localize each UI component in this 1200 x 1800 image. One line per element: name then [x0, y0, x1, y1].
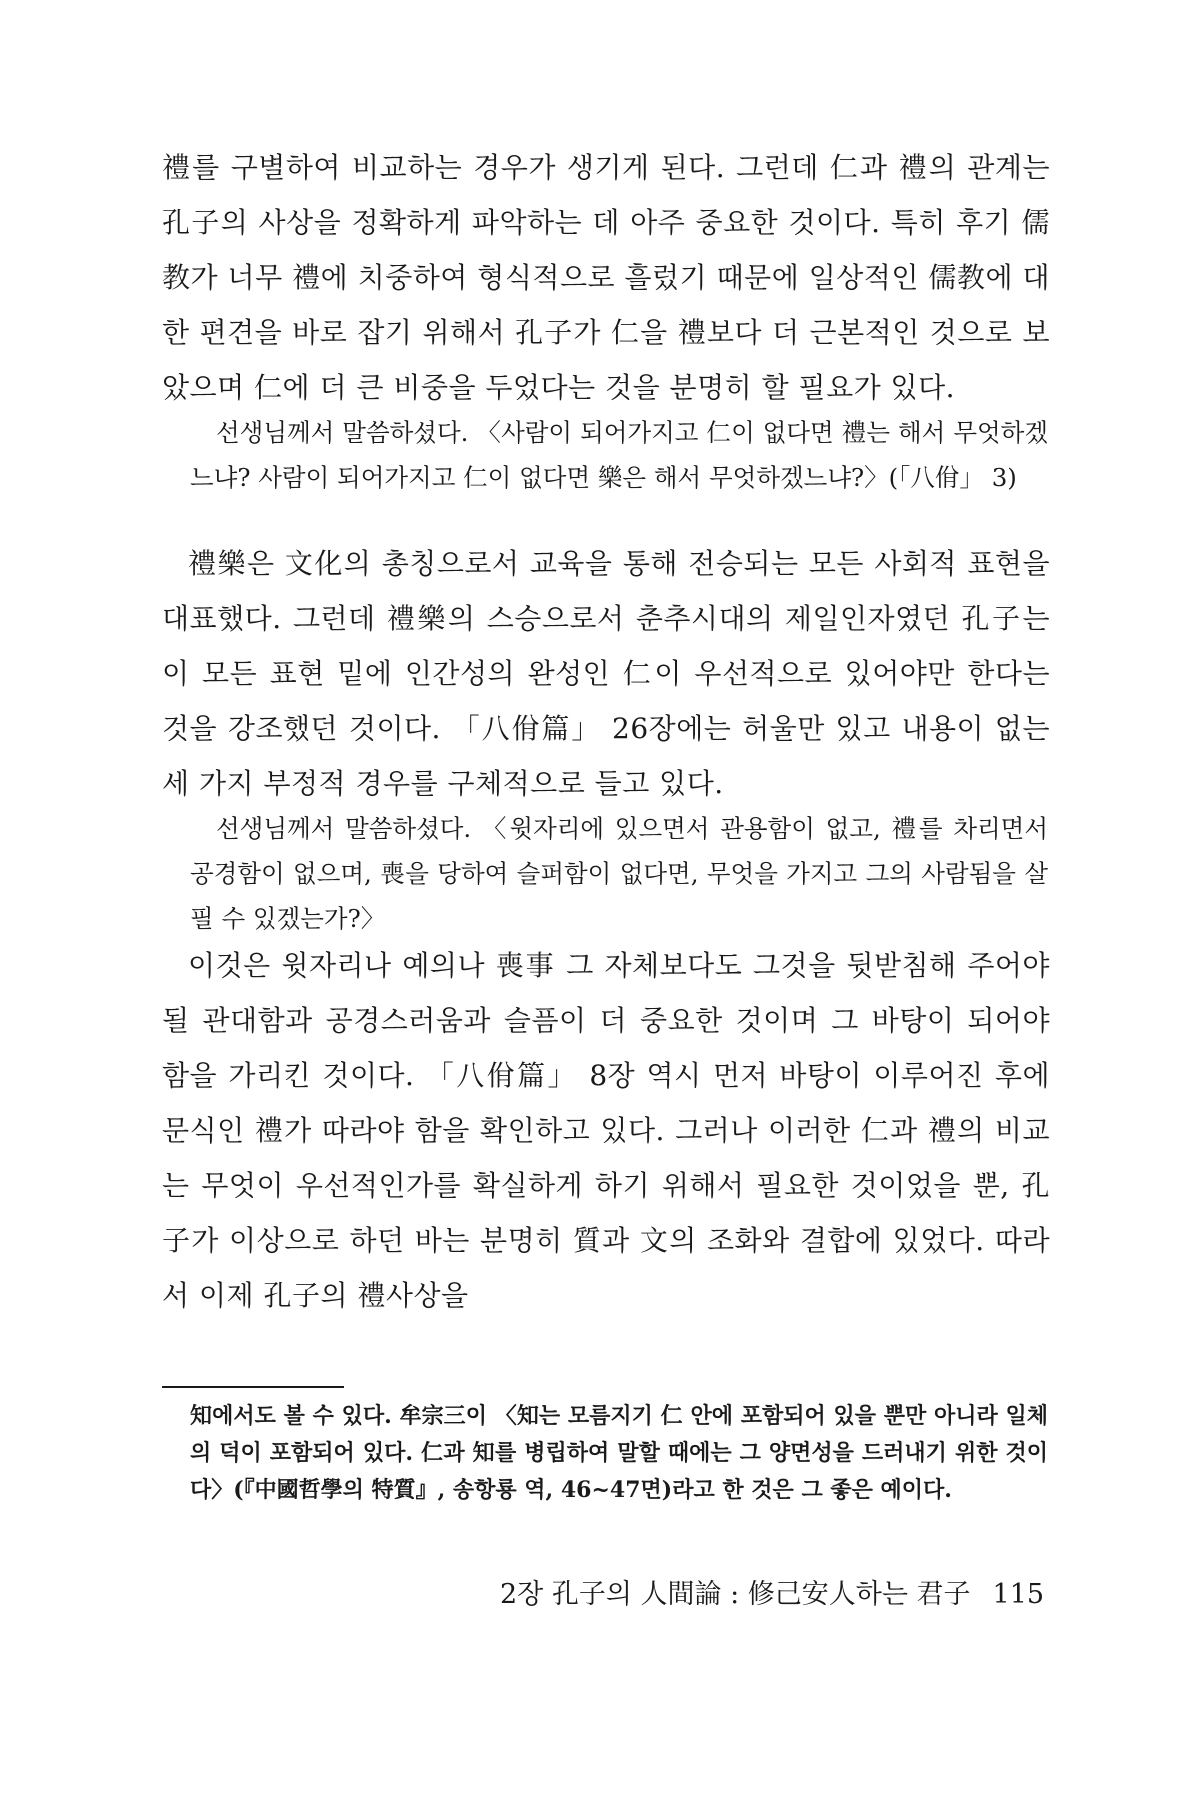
body-paragraph-3: 이것은 윗자리나 예의나 喪事 그 자체보다도 그것을 뒷받침해 주어야 될 관대함과 공경스러움과 슬픔이 더 중요한 것이며 그 바탕이 되어야 함을 가리킨 것이다. 「八佾篇」 8장 역시 먼저 바탕이 이루어진 후에 문식인 禮가 따라야 함을 확인하고 있다. 그러나 이러한 仁과 禮의 비교는 무엇이 우선적인가를 확실하게 하기 위해서 필요한 것이었을 뿐, 孔子가 이상으로 하던 바는 분명히 質과 文의 조화와 결합에 있었다. 따라서 이제 孔子의 禮사상을: [162, 949, 1050, 1312]
page-footer: [500, 1577, 1045, 1613]
block-quote-1: 선생님께서 말씀하셨다. 〈사람이 되어가지고 仁이 없다면 禮는 해서 무엇하겠느냐? 사람이 되어가지고 仁이 없다면 樂은 해서 무엇하겠느냐?〉(「八佾」 3): [190, 418, 1048, 492]
footnote-text: 知에서도 볼 수 있다. 牟宗三이 〈知는 모름지기 仁 안에 포함되어 있을 뿐만 아니라 일체의 덕이 포함되어 있다. 仁과 知를 병립하여 말할 때에는 그 양면성을 드러내기 위한 것이다〉(『中國哲學의 特質』, 송항룡 역, 46~47면)라고 한 것은 그 좋은 예이다.: [190, 1403, 1048, 1503]
running-footer-title: 2장 孔子의 人間論 : 修己安人하는 君子: [500, 1579, 971, 1610]
body-paragraph-1: 禮를 구별하여 비교하는 경우가 생기게 된다. 그런데 仁과 禮의 관계는 孔子의 사상을 정확하게 파악하는 데 아주 중요한 것이다. 특히 후기 儒教가 너무 禮에 치중하여 형식적으로 흘렀기 때문에 일상적인 儒教에 대한 편견을 바로 잡기 위해서 孔子가 仁을 禮보다 더 근본적인 것으로 보았으며 仁에 더 큰 비중을 두었다는 것을 분명히 할 필요가 있다.: [162, 151, 1050, 404]
body-paragraph-2: 禮樂은 文化의 총칭으로서 교육을 통해 전승되는 모든 사회적 표현을 대표했다. 그런데 禮樂의 스승으로서 춘추시대의 제일인자였던 孔子는 이 모든 표현 밑에 인간성의 완성인 仁이 우선적으로 있어야만 한다는 것을 강조했던 것이다. 「八佾篇」 26장에는 허울만 있고 내용이 없는 세 가지 부정적 경우를 구체적으로 들고 있다.: [162, 547, 1050, 800]
footnote-divider: [162, 1386, 344, 1388]
block-quote-2: 선생님께서 말씀하셨다. 〈윗자리에 있으면서 관용함이 없고, 禮를 차리면서 공경함이 없으며, 喪을 당하여 슬퍼함이 없다면, 무엇을 가지고 그의 사람됨을 살필 수 있겠는가?〉: [190, 814, 1048, 933]
page-number: 115: [992, 1579, 1045, 1610]
